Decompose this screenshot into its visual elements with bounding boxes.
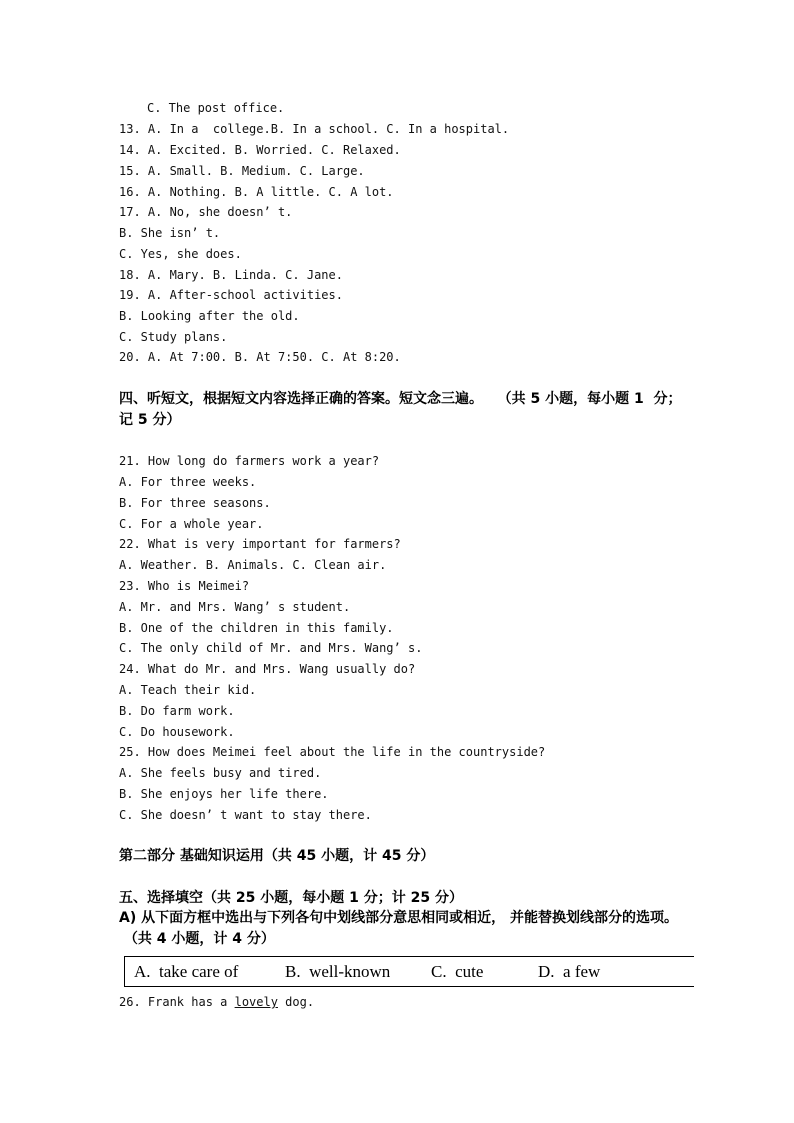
q17-option-c: C. Yes, she does.: [119, 247, 242, 261]
word-option-a: A. take care of: [134, 961, 239, 981]
q25-option-a: A. She feels busy and tired.: [119, 766, 322, 780]
q23-option-c: C. The only child of Mr. and Mrs. Wang’ s.: [119, 641, 423, 655]
q24-option-c: C. Do housework.: [119, 725, 235, 739]
q22-question: 22. What is very important for farmers?: [119, 537, 401, 551]
q23-option-a: A. Mr. and Mrs. Wang’ s student.: [119, 600, 351, 614]
q16-options: 16. A. Nothing. B. A little. C. A lot.: [119, 185, 394, 199]
q25-option-b: B. She enjoys her life there.: [119, 787, 329, 801]
q26-underlined-word: lovely: [234, 995, 278, 1009]
section5-sub-a-count: （共 4 小题，计 4 分）: [119, 931, 275, 947]
q24-option-b: B. Do farm work.: [119, 704, 235, 718]
q23-option-b: B. One of the children in this family.: [119, 621, 394, 635]
q21-option-c: C. For a whole year.: [119, 517, 264, 531]
q19-option-a: 19. A. After-school activities.: [119, 288, 343, 302]
word-option-box: [124, 956, 694, 987]
q19-option-b: B. Looking after the old.: [119, 309, 300, 323]
word-option-b: B. well-known: [285, 961, 391, 981]
q26-suffix: dog.: [277, 995, 315, 1009]
q15-options: 15. A. Small. B. Medium. C. Large.: [119, 164, 365, 178]
q21-option-a: A. For three weeks.: [119, 475, 257, 489]
section4-heading: 四、听短文，根据短文内容选择正确的答案。短文念三遍。 （共 5 小题，每小题 1 分；: [119, 391, 682, 407]
q21-question: 21. How long do farmers work a year?: [119, 454, 380, 468]
section5-heading: 五、选择填空（共 25 小题，每小题 1 分；计 25 分）: [119, 890, 463, 906]
q24-option-a: A. Teach their kid.: [119, 683, 257, 697]
q17-option-b: B. She isn’ t.: [119, 226, 221, 240]
word-option-c: C. cute: [431, 961, 484, 981]
part2-heading: 第二部分 基础知识运用（共 45 小题，计 45 分）: [119, 848, 435, 864]
q25-question: 25. How does Meimei feel about the life in the countryside?: [119, 745, 546, 759]
q17-option-a: 17. A. No, she doesn’ t.: [119, 205, 293, 219]
q12-option-c: C. The post office.: [147, 101, 285, 115]
q25-option-c: C. She doesn’ t want to stay there.: [119, 808, 372, 822]
q14-options: 14. A. Excited. B. Worried. C. Relaxed.: [119, 143, 401, 157]
q24-question: 24. What do Mr. and Mrs. Wang usually do?: [119, 662, 416, 676]
q21-option-b: B. For three seasons.: [119, 496, 271, 510]
q22-options: A. Weather. B. Animals. C. Clean air.: [119, 558, 387, 572]
q18-options: 18. A. Mary. B. Linda. C. Jane.: [119, 268, 343, 282]
q20-options: 20. A. At 7:00. B. At 7:50. C. At 8:20.: [119, 350, 401, 364]
q23-question: 23. Who is Meimei?: [119, 579, 250, 593]
section4-heading-cont: 记 5 分）: [119, 412, 181, 428]
q19-option-c: C. Study plans.: [119, 330, 228, 344]
q26-prefix: 26. Frank has a: [119, 995, 235, 1009]
q26-question: [119, 994, 314, 1010]
word-option-d: D. a few: [538, 961, 601, 981]
section5-sub-a: A) 从下面方框中选出与下列各句中划线部分意思相同或相近， 并能替换划线部分的选项。: [119, 910, 678, 926]
q13-options: 13. A. In a college.B. In a school. C. In a hospital.: [119, 122, 510, 136]
